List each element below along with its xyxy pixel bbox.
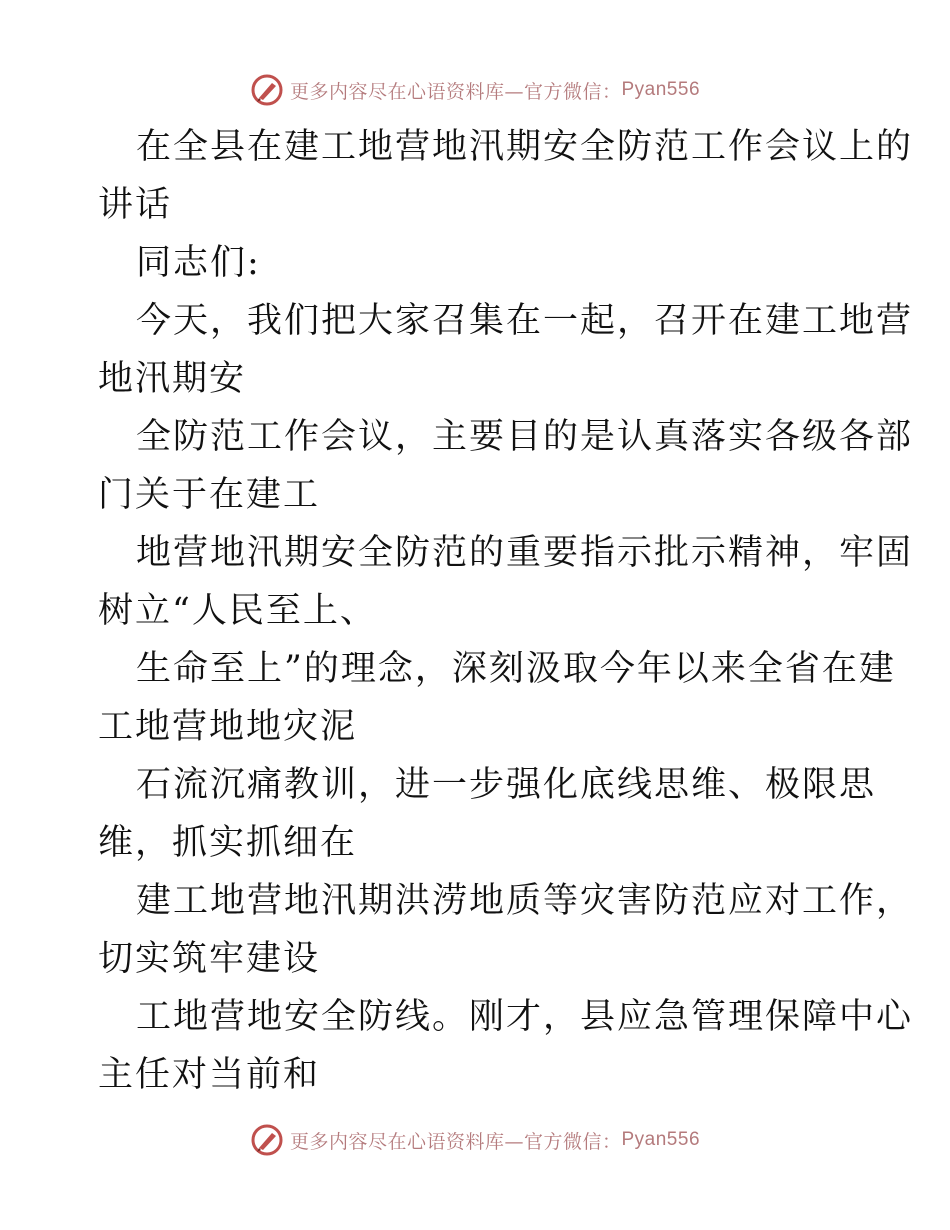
text-line: 讲话: [98, 185, 173, 225]
watermark-text: 更多内容尽在心语资料库—官方微信：: [289, 80, 622, 103]
text-line: 门关于在建工: [98, 475, 321, 515]
watermark-handle: Pyan556: [621, 1129, 701, 1150]
text-line: 地汛期安: [98, 359, 247, 399]
text-line: 切实筑牢建设: [98, 939, 321, 979]
text-line: 工地营地地灾泥: [98, 707, 358, 747]
document-body: [98, 118, 914, 1104]
text-line: 在全县在建工地营地汛期安全防范工作会议上的: [136, 127, 914, 167]
text-line: 今天，我们把大家召集在一起，召开在建工地营: [136, 301, 914, 341]
text-line: 同志们:: [136, 243, 261, 283]
watermark-text: 更多内容尽在心语资料库—官方微信：: [289, 1130, 622, 1153]
text-line: 全防范工作会议，主要目的是认真落实各级各部: [136, 417, 914, 457]
pen-logo-icon: [250, 1123, 284, 1157]
watermark-banner-top: [0, 70, 950, 110]
text-line: 地营地汛期安全防范的重要指示批示精神，牢固: [136, 533, 914, 573]
watermark-handle: Pyan556: [621, 79, 701, 100]
text-line: 石流沉痛教训，进一步强化底线思维、极限思: [136, 765, 877, 805]
text-line: 建工地营地汛期洪涝地质等灾害防范应对工作，: [136, 881, 914, 921]
text-line: 生命至上”的理念，深刻汲取今年以来全省在建: [136, 649, 896, 689]
pen-logo-icon: [250, 73, 284, 107]
text-line: 维，抓实抓细在: [98, 823, 358, 863]
text-line: 主任对当前和: [98, 1055, 321, 1095]
text-line: 工地营地安全防线。刚才，县应急管理保障中心: [136, 997, 914, 1037]
text-line: 树立“人民至上、: [98, 591, 377, 631]
watermark-banner-bottom: [0, 1120, 950, 1160]
